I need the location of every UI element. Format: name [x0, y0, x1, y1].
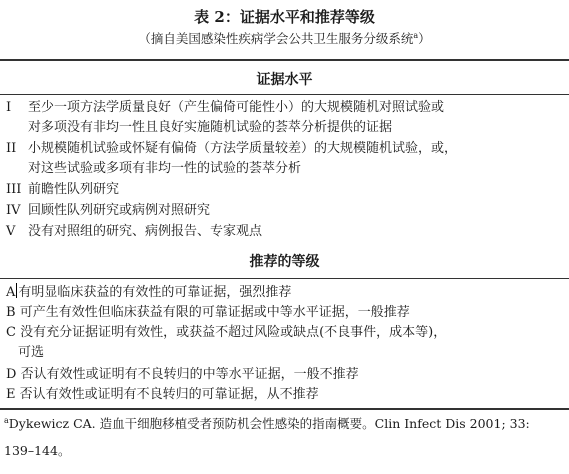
- evidence-text: 小规模随机试验或怀疑有偏倚（方法学质量较差）的大规模随机试验，或，: [28, 141, 458, 156]
- evidence-level: I: [6, 100, 12, 115]
- evidence-row-2: [6, 139, 562, 159]
- top-rule: [0, 59, 569, 61]
- footnote: [4, 415, 564, 433]
- footnote-cont: 139–144。: [4, 443, 71, 458]
- evidence-heading-rule: [0, 94, 569, 95]
- grade-row-e: [6, 385, 562, 405]
- table-subtitle: [0, 31, 569, 47]
- grade-row-a: [6, 283, 562, 303]
- bottom-rule: [0, 408, 569, 410]
- grade-letter: B: [6, 305, 16, 320]
- evidence-text: 没有对照组的研究、病例报告、专家观点: [28, 224, 263, 239]
- evidence-row-3: [6, 180, 562, 200]
- evidence-level: III: [6, 182, 22, 197]
- footnote-marker: a: [4, 415, 9, 425]
- grade-text: 否认有效性或证明有不良转归的中等水平证据，一般不推荐: [20, 367, 359, 382]
- evidence-level: IV: [6, 203, 21, 218]
- grade-letter: E: [6, 387, 16, 402]
- evidence-level: V: [6, 224, 16, 239]
- grade-row-d: [6, 365, 562, 385]
- evidence-row-2-cont: 对这些试验或多项有非均一性的试验的荟萃分析: [28, 161, 302, 176]
- evidence-heading: 证据水平: [256, 72, 313, 88]
- grade-text: 可产生有效性但临床获益有限的可靠证据或中等水平证据，一般推荐: [19, 305, 410, 320]
- grade-letter: A: [6, 285, 16, 300]
- evidence-level: II: [6, 141, 17, 156]
- grade-row-b: [6, 303, 562, 323]
- grade-row-c-cont: 可选: [18, 345, 45, 360]
- grade-letter: D: [6, 367, 17, 382]
- grade-row-c: [6, 323, 562, 343]
- subtitle-close: ）: [418, 31, 431, 46]
- subtitle-footnote-marker: a: [413, 30, 419, 40]
- evidence-text: 回顾性队列研究或病例对照研究: [28, 203, 211, 218]
- grade-text: 有明显临床获益的有效性的可靠证据，强烈推荐: [18, 285, 292, 300]
- grades-heading: 推荐的等级: [249, 254, 320, 270]
- table-title: 表 2：证据水平和推荐等级: [194, 8, 375, 26]
- evidence-row-1-cont: 对多项没有非均一性且良好实施随机试验的荟萃分析提供的证据: [28, 120, 393, 135]
- evidence-text: 前瞻性队列研究: [28, 182, 120, 197]
- evidence-row-5: [6, 222, 562, 242]
- grade-letter: C: [6, 325, 16, 340]
- subtitle-text: （摘自美国感染性疾病学会公共卫生服务分级系统: [138, 31, 414, 46]
- evidence-text: 至少一项方法学质量良好（产生偏倚可能性小）的大规模随机对照试验或: [28, 100, 445, 115]
- grade-text: 没有充分证据证明有效性，或获益不超过风险或缺点(不良事件，成本等)，: [20, 325, 447, 340]
- evidence-row-1: [6, 98, 562, 118]
- footnote-line-1: Dykewicz CA. 造血干细胞移植受者预防机会性感染的指南概要。Clin Infect Dis 2001; 33:: [8, 416, 530, 431]
- evidence-row-4: [6, 201, 562, 221]
- grade-text: 否认有效性或证明有不良转归的可靠证据，从不推荐: [19, 387, 319, 402]
- grades-heading-rule: [0, 278, 569, 279]
